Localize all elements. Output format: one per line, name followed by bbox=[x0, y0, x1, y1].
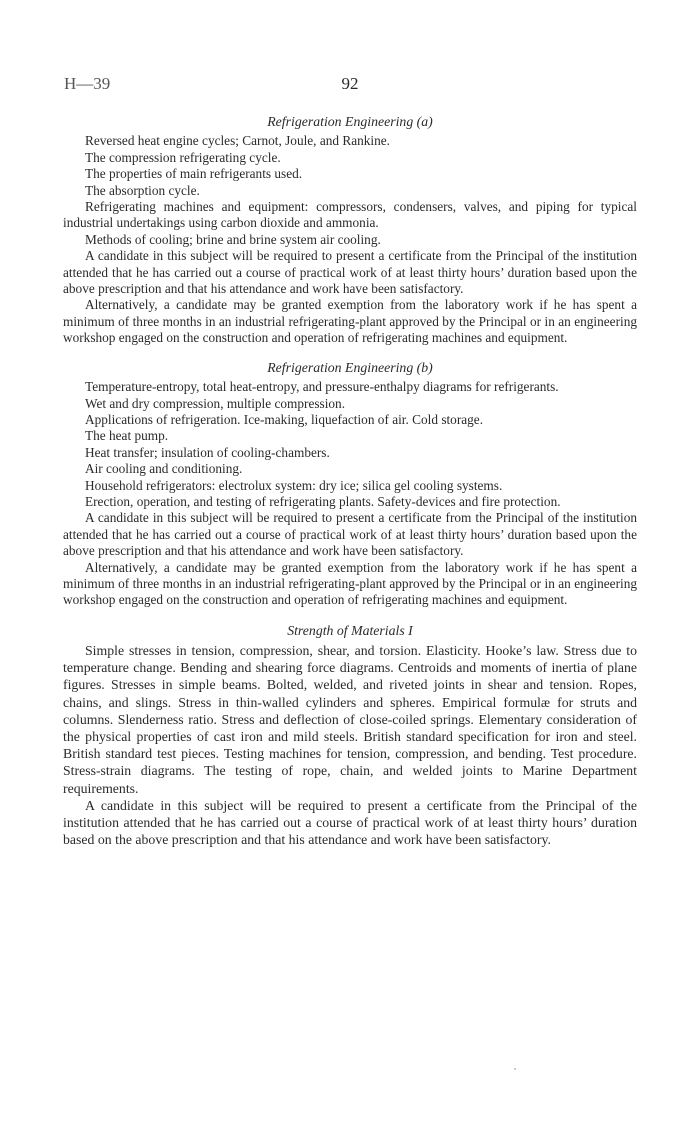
list-item: Temperature-entropy, total heat-entropy, and pressure-enthalpy diagrams for refrigerants. bbox=[85, 379, 559, 395]
scan-speck bbox=[514, 1068, 516, 1070]
paragraph: Alternatively, a candidate may be granted exemption from the laboratory work if he has spent a minimum of three months in an industrial refrigerating-plant approved by the Principal or in an engineering workshop engaged on the construction and operation of refrigerating machines and equipment. bbox=[63, 297, 637, 346]
list-item: The compression refrigerating cycle. bbox=[85, 149, 281, 165]
list-item: Applications of refrigeration. Ice-making, liquefaction of air. Cold storage. bbox=[85, 411, 484, 427]
page-content bbox=[63, 114, 637, 848]
list-item: Erection, operation, and testing of refrigerating plants. Safety-devices and fire protection. bbox=[85, 493, 561, 509]
page-number: 92 bbox=[341, 74, 359, 93]
paragraph: A candidate in this subject will be required to present a certificate from the Principal of the institution attended that he has carried out a course of practical work of at least thirty hours’ duration based on the above prescription and that his attendance and work have been satisfactory. bbox=[63, 797, 637, 848]
section-refrigeration-b bbox=[63, 360, 637, 609]
list-item: Household refrigerators: electrolux system: dry ice; silica gel cooling systems. bbox=[85, 477, 503, 493]
section-refrigeration-a bbox=[63, 114, 637, 347]
section-title: Refrigeration Engineering (b) bbox=[267, 359, 433, 375]
list-item: Wet and dry compression, multiple compression. bbox=[85, 395, 346, 411]
list-item: Reversed heat engine cycles; Carnot, Joule, and Rankine. bbox=[85, 133, 390, 149]
page-header bbox=[64, 74, 636, 94]
document-code: H—39 bbox=[64, 74, 111, 93]
section-title: Strength of Materials I bbox=[287, 622, 413, 638]
section-strength-of-materials bbox=[63, 622, 637, 849]
paragraph: A candidate in this subject will be required to present a certificate from the Principal of the institution attended that he has carried out a course of practical work of at least thirty hours’ duration based upon the above prescription and that his attendance and work have been satisfactory. bbox=[63, 510, 637, 559]
list-item: Heat transfer; insulation of cooling-chambers. bbox=[85, 444, 330, 460]
list-item: Refrigerating machines and equipment: compressors, condensers, valves, and piping for typical industrial undertakings using carbon dioxide and ammonia. bbox=[63, 199, 637, 231]
list-item: The absorption cycle. bbox=[85, 182, 200, 198]
paragraph: Alternatively, a candidate may be granted exemption from the laboratory work if he has spent a minimum of three months in an industrial refrigerating-plant approved by the Principal or in an engineering workshop engaged on the construction and operation of refrigerating machines and equipment. bbox=[63, 559, 637, 608]
list-item: Air cooling and conditioning. bbox=[85, 461, 243, 477]
list-item: The properties of main refrigerants used. bbox=[85, 166, 303, 182]
list-item: The heat pump. bbox=[85, 428, 169, 444]
list-item: Methods of cooling; brine and brine system air cooling. bbox=[85, 231, 381, 247]
section-title: Refrigeration Engineering (a) bbox=[267, 114, 433, 129]
paragraph: A candidate in this subject will be required to present a certificate from the Principal of the institution attended that he has carried out a course of practical work of at least thirty hours’ duration based upon the above prescription and that his attendance and work have been satisfactory. bbox=[63, 248, 637, 297]
paragraph: Simple stresses in tension, compression, shear, and torsion. Elasticity. Hooke’s law. Stress due to temperature change. Bending and shearing force diagrams. Centroids and moments of inertia of plane figures. Stresses in simple beams. Bolted, welded, and riveted joints in shear and tension. Ropes, chains, and slings. Stress in thin-walled cylinders and spheres. Empirical formulæ for struts and columns. Slenderness ratio. Stress and deflection of close-coiled springs. Elementary consideration of the physical properties of cast iron and mild steels. British standard specification for iron and steel. British standard test pieces. Testing machines for tension, compression, and bending. Test procedure. Stress-strain diagrams. The testing of rope, chain, and welded joints to Marine Department requirements. bbox=[63, 642, 637, 796]
